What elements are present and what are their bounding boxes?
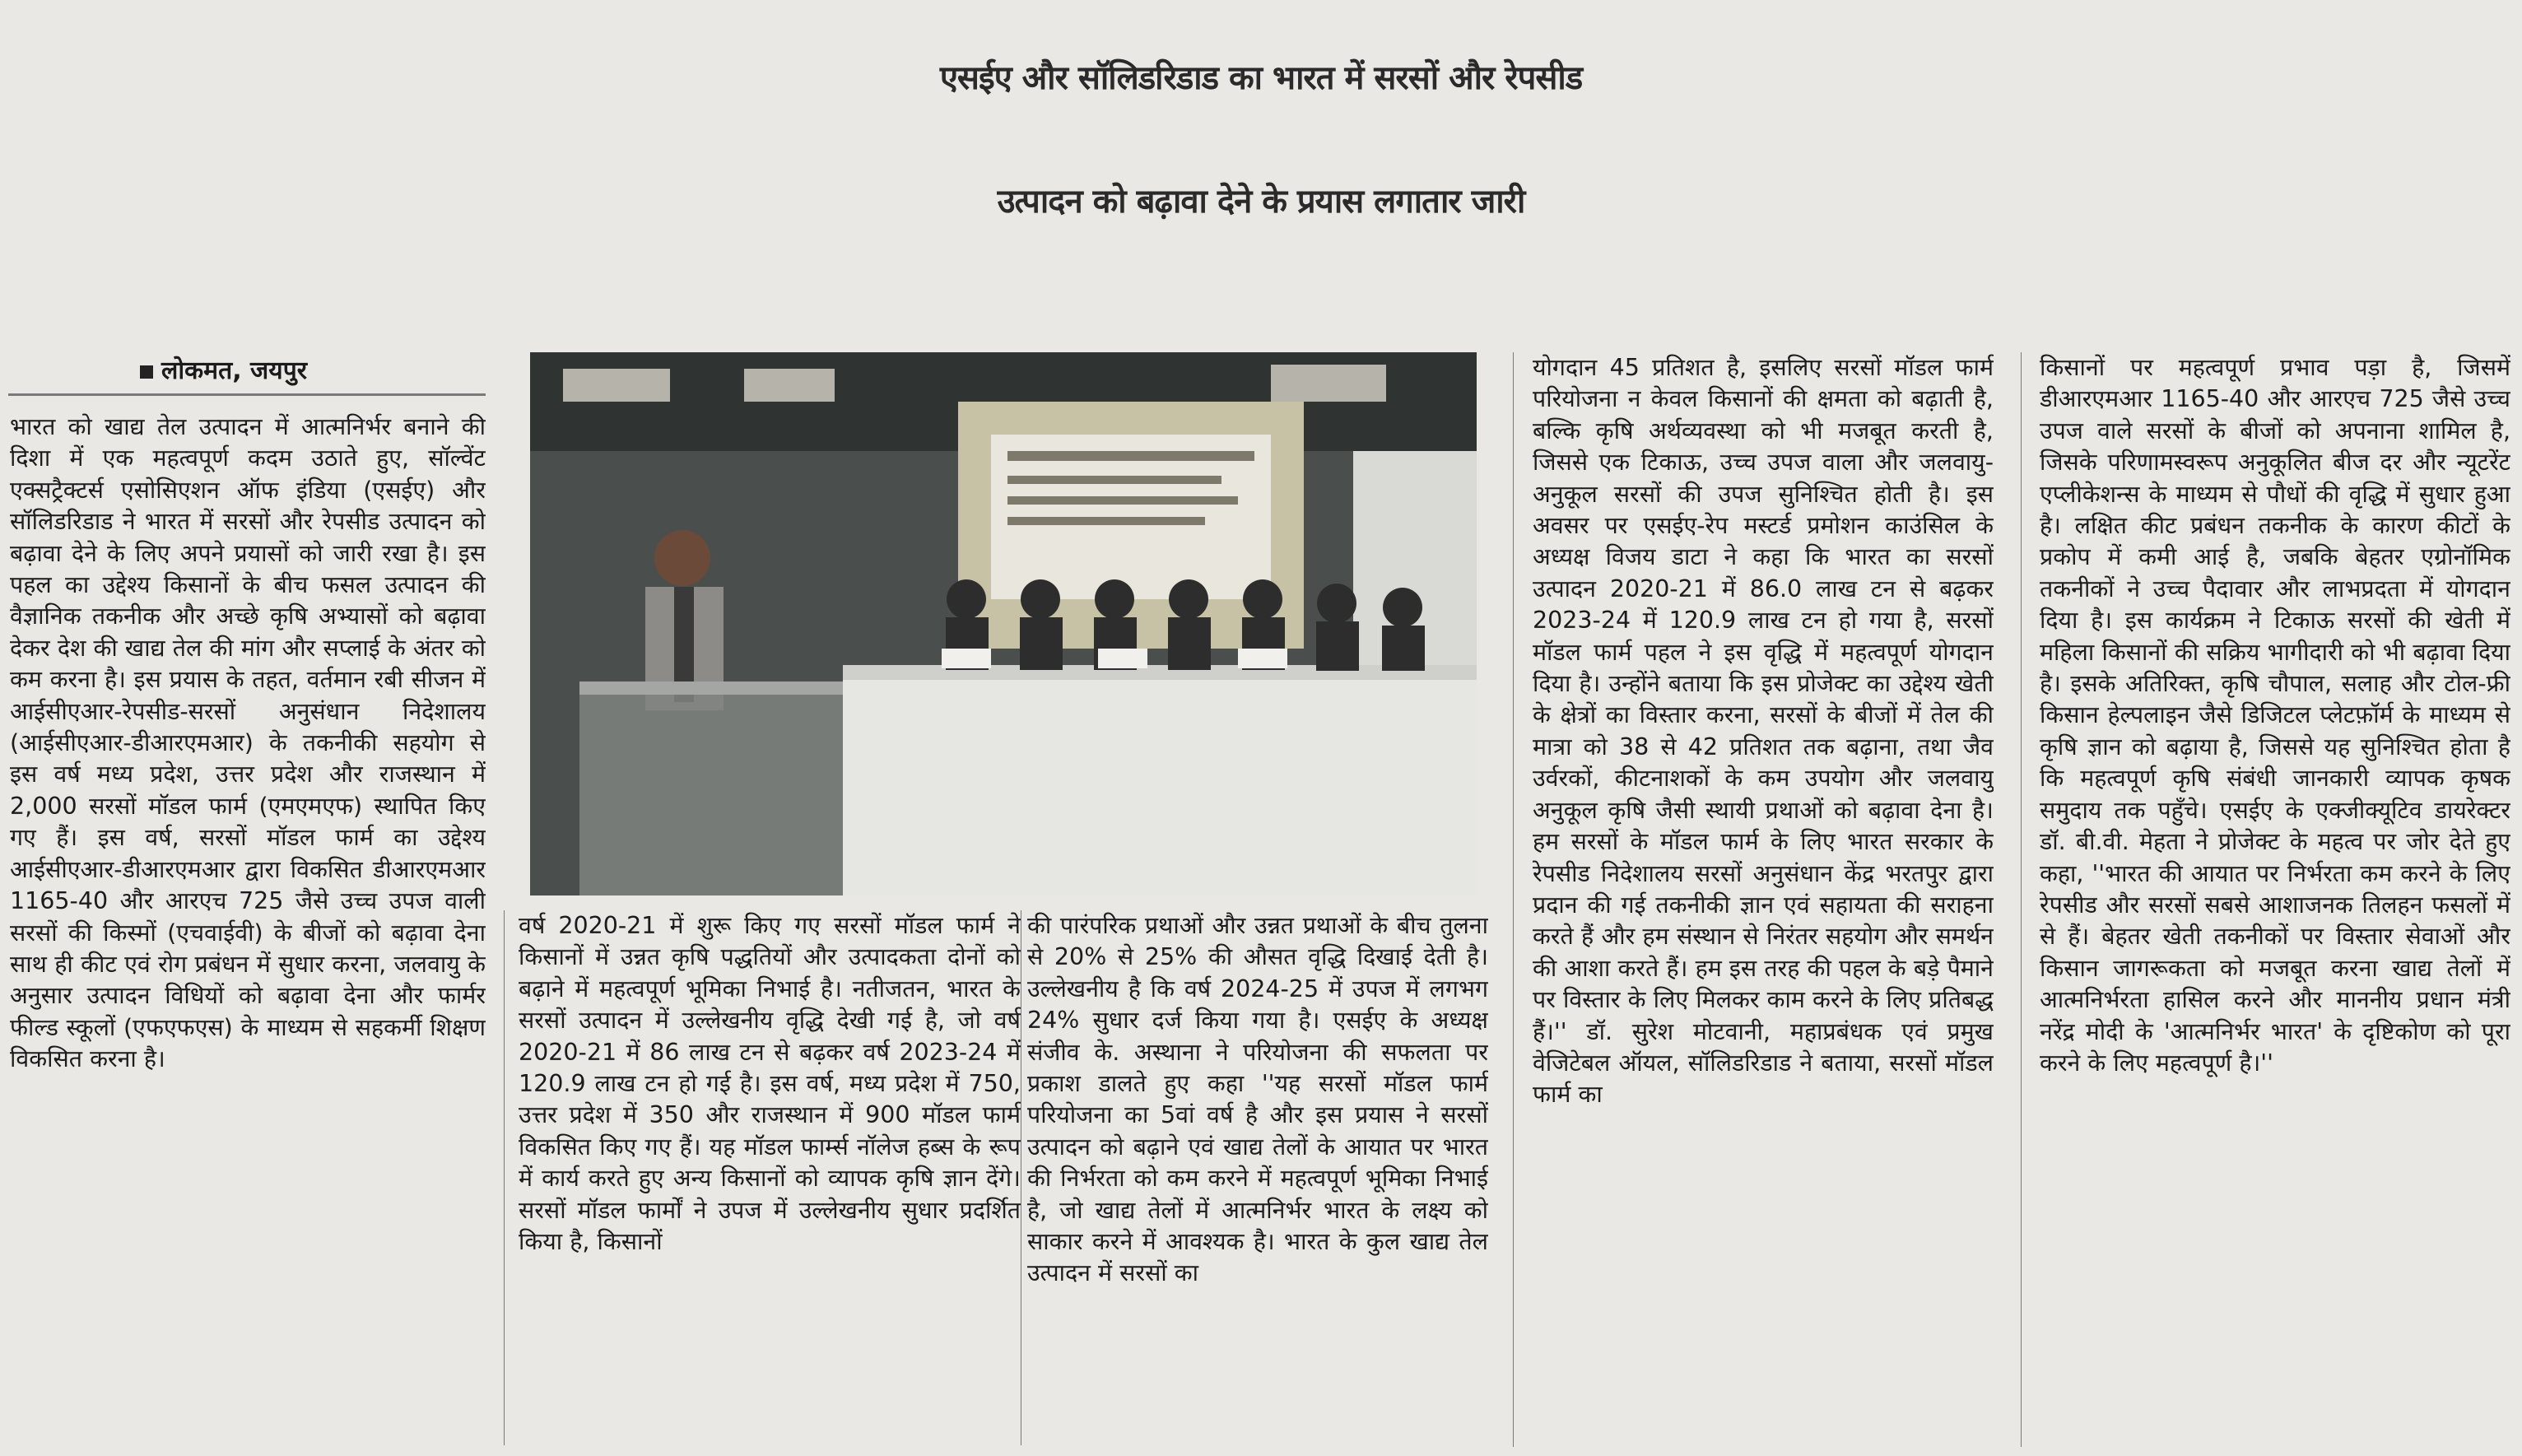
column-1-text: भारत को खाद्य तेल उत्पादन में आत्मनिर्भर बनाने की दिशा में एक महत्वपूर्ण कदम उठाते हुए, सॉल्वेंट एक्सट्रैक्टर्स एसोसिएशन ऑफ इंडिया (एसईए) और सॉलिडरिडाड ने भारत में सरसों और रेपसीड उत्पादन को बढ़ावा देने के लिए अपने प्रयासों को जारी रखा है। इस पहल का उद्देश्य किसानों के बीच फसल उत्पादन की वैज्ञानिक तकनीक और अच्छे कृषि अभ्यासों को बढ़ावा देकर देश की खाद्य तेल की मांग और सप्लाई के अंतर को कम करना है। इस प्रयास के तहत, वर्तमान रबी सीजन में आईसीएआर-रेपसीड-सरसों अनुसंधान निदेशालय (आईसीएआर-डीआरएमआर) के तकनीकी सहयोग से इस वर्ष मध्य प्रदेश, उत्तर प्रदेश और राजस्थान में 2,000 सरसों मॉडल फार्म (एमएमएफ) स्थापित किए गए हैं। इस वर्ष, सरसों मॉडल फार्म का उद्देश्य आईसीएआर-डीआरएमआर द्वारा विकसित डीआरएमआर 1165-40 और आरएच 725 जैसे उच्च उपज वाली सरसों की किस्मों (एचवाईवी) के बीजों को बढ़ावा देना साथ ही कीट एवं रोग प्रबंधन में सुधार करना, जलवायु के अनुसार उत्पादन विधियों को बढ़ावा देना और फार्मर फील्ड स्कूलों (एफएफएस) के माध्यम से सहकर्मी शिक्षण विकसित करना है।	[10, 413, 486, 1073]
article-column-3	[1027, 910, 1488, 1453]
conference-photo	[530, 352, 1477, 895]
column-divider	[504, 910, 505, 1445]
article-column-1	[10, 412, 486, 1453]
column-2-text: वर्ष 2020-21 में शुरू किए गए सरसों मॉडल फार्म ने किसानों में उन्नत कृषि पद्धतियों और उत्पादकता दोनों को बढ़ाने में महत्वपूर्ण भूमिका निभाई है। नतीजतन, भारत के सरसों उत्पादन में उल्लेखनीय वृद्धि देखी गई है, जो वर्ष 2020-21 में 86 लाख टन से बढ़कर वर्ष 2023-24 में 120.9 लाख टन हो गई है। इस वर्ष, मध्य प्रदेश में 750, उत्तर प्रदेश में 350 और राजस्थान में 900 मॉडल फार्म विकसित किए गए हैं। यह मॉडल फार्म्स नॉलेज हब्स के रूप में कार्य करते हुए अन्य किसानों को व्यापक कृषि ज्ञान देंगे। सरसों मॉडल फार्मों ने उपज में उल्लेखनीय सुधार प्रदर्शित किया है, किसानों	[519, 912, 1021, 1256]
column-3-text: की पारंपरिक प्रथाओं और उन्नत प्रथाओं के बीच तुलना से 20% से 25% की औसत वृद्धि दिखाई देती है। उल्लेखनीय है कि वर्ष 2024-25 में उपज में लगभग 24% सुधार दर्ज किया गया है। एसईए के अध्यक्ष संजीव के. अस्थाना ने परियोजना की सफलता पर प्रकाश डालते हुए कहा ''यह सरसों मॉडल फार्म परियोजना का 5वां वर्ष है और इस प्रयास ने सरसों उत्पादन को बढ़ाने एवं खाद्य तेलों के आयात पर भारत की निर्भरता को कम करने में महत्वपूर्ण भूमिका निभाई है, जो खाद्य तेलों में आत्मनिर्भर भारत के लक्ष्य को साकार करने में आवश्यक है। भारत के कुल खाद्य तेल उत्पादन में सरसों का	[1027, 912, 1488, 1287]
byline-rule	[8, 393, 486, 396]
byline	[140, 352, 307, 386]
byline-text: लोकमत, जयपुर	[161, 356, 308, 385]
headline-line-2: उत्पादन को बढ़ावा देने के प्रयास लगातार जारी	[997, 183, 1525, 221]
article-column-5	[2040, 352, 2510, 1453]
headline-line-1: एसईए और सॉलिडरिडाड का भारत में सरसों और रेपसीड	[939, 59, 1583, 97]
headline	[0, 16, 2522, 263]
column-4-text: योगदान 45 प्रतिशत है, इसलिए सरसों मॉडल फार्म परियोजना न केवल किसानों की क्षमता को बढ़ाती है, बल्कि कृषि अर्थव्यवस्था को भी मजबूत करती है, जिससे एक टिकाऊ, उच्च उपज वाला और जलवायु- अनुकूल सरसों की उपज सुनिश्चित होती है। इस अवसर पर एसईए-रेप मस्टर्ड प्रमोशन काउंसिल के अध्यक्ष विजय डाटा ने कहा कि भारत का सरसों उत्पादन 2020-21 में 86.0 लाख टन से बढ़कर 2023-24 में 120.9 लाख टन हो गया है, सरसों मॉडल फार्म पहल ने इस वृद्धि में महत्वपूर्ण योगदान दिया है। उन्होंने बताया कि इस प्रोजेक्ट का उद्देश्य खेती के क्षेत्रों का विस्तार करना, सरसों के बीजों में तेल की मात्रा को 38 से 42 प्रतिशत तक बढ़ाना, तथा जैव उर्वरकों, कीटनाशकों के कम उपयोग और जलवायु अनुकूल कृषि जैसी स्थायी प्रथाओं को बढ़ावा देना है। हम सरसों के मॉडल फार्म के लिए भारत सरकार के रेपसीड निदेशालय सरसों अनुसंधान केंद्र भरतपुर द्वारा प्रदान की गई तकनीकी ज्ञान एवं सहायता की सराहना करते हैं और हम संस्थान से निरंतर सहयोग और समर्थन की आशा करते हैं। हम इस तरह की पहल के बड़े पैमाने पर विस्तार के लिए मिलकर काम करने के लिए प्रतिबद्ध हैं।'' डॉ. सुरेश मोटवानी, महाप्रबंधक एवं प्रमुख वेजिटेबल ऑयल, सॉलिडरिडाड ने बताया, सरसों मॉडल फार्म का	[1533, 354, 1994, 1109]
column-divider	[1513, 352, 1514, 1447]
article-column-4	[1533, 352, 1994, 1453]
column-divider	[2021, 352, 2022, 1447]
bullet-square-icon	[140, 365, 153, 379]
conference-photo-icon	[530, 352, 1477, 895]
column-5-text: किसानों पर महत्वपूर्ण प्रभाव पड़ा है, जिसमें डीआरएमआर 1165-40 और आरएच 725 जैसे उच्च उपज वाले सरसों के बीजों को अपनाना शामिल है, जिसके परिणामस्वरूप अनुकूलित बीज दर और न्यूटरेंट एप्लीकेशन्स के माध्यम से पौधों की वृद्धि में सुधार हुआ है। लक्षित कीट प्रबंधन तकनीक के कारण कीटों के प्रकोप में कमी आई है, जबकि बेहतर एग्रोनॉमिक तकनीकों ने उच्च पैदावार और लाभप्रदता में योगदान दिया है। इस कार्यक्रम ने टिकाऊ सरसों की खेती में महिला किसानों की सक्रिय भागीदारी को भी बढ़ावा दिया है। इसके अतिरिक्त, कृषि चौपाल, सलाह और टोल-फ्री किसान हेल्पलाइन जैसे डिजिटल प्लेटफ़ॉर्म के माध्यम से कृषि ज्ञान को बढ़ाया है, जिससे यह सुनिश्चित होता है कि महत्वपूर्ण कृषि संबंधी जानकारी व्यापक कृषक समुदाय तक पहुँचे। एसईए के एक्जीक्यूटिव डायरेक्टर डॉ. बी.वी. मेहता ने प्रोजेक्ट के महत्व पर जोर देते हुए कहा, ''भारत की आयात पर निर्भरता कम करने के लिए रेपसीड और सरसों सबसे आशाजनक तिलहन फसलों में से हैं। बेहतर खेती तकनीकों पर विस्तार सेवाओं और किसान जागरूकता को मजबूत करना खाद्य तेलों में आत्मनिर्भरता हासिल करने और माननीय प्रधान मंत्री नरेंद्र मोदी के 'आत्मनिर्भर भारत' के दृष्टिकोण को पूरा करने के लिए महत्वपूर्ण है।''	[2040, 354, 2510, 1077]
article-column-2	[519, 910, 1021, 1453]
